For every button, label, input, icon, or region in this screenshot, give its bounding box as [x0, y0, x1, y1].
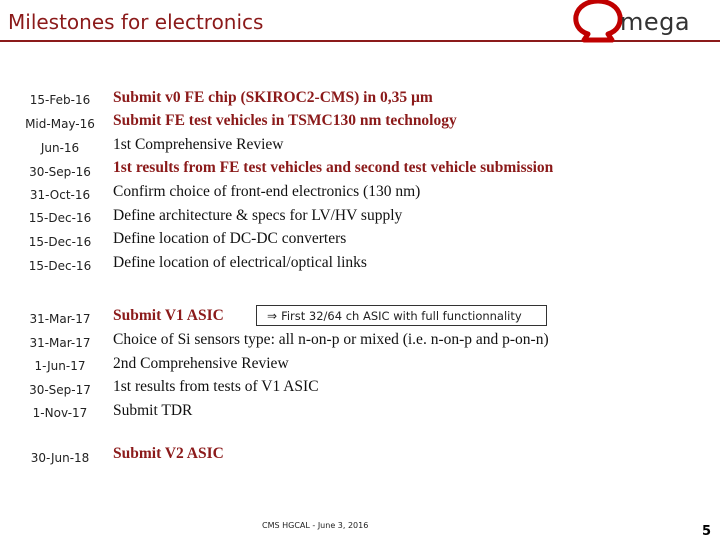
milestone-text: Choice of Si sensors type: all n-on-p or mixed (i.e. n-on-p and p-on-n)	[113, 331, 549, 348]
milestone-text: 1st results from FE test vehicles and second test vehicle submission	[113, 159, 554, 176]
milestone-text: Submit TDR	[113, 402, 193, 419]
milestone-text: Confirm choice of front-end electronics (130 nm)	[113, 183, 421, 200]
asic-callout	[256, 305, 547, 326]
milestone-date: 30-Sep-17	[29, 383, 91, 397]
milestone-date: 15-Feb-16	[29, 93, 91, 107]
milestone-date: 31-Mar-17	[29, 312, 91, 326]
milestone-date: 31-Oct-16	[29, 188, 91, 202]
milestone-date: 1-Nov-17	[32, 406, 88, 420]
implies-arrow-icon: ⇒	[267, 308, 278, 323]
milestone-date: 15-Dec-16	[28, 235, 92, 249]
page-title: Milestones for electronics	[8, 10, 264, 34]
milestone-date: 31-Mar-17	[29, 336, 91, 350]
milestone-text: 2nd Comprehensive Review	[113, 355, 289, 372]
callout-text: First 32/64 ch ASIC with full functionnality	[281, 308, 522, 323]
milestone-date: 15-Dec-16	[28, 259, 92, 273]
footer-text: CMS HGCAL - June 3, 2016	[262, 521, 369, 530]
milestone-text: Submit v0 FE chip (SKIROC2-CMS) in 0,35 µm	[113, 89, 433, 106]
omega-logo-text: mega	[620, 8, 691, 36]
milestone-text: Define location of DC-DC converters	[113, 230, 347, 247]
milestone-date: 30-Jun-18	[30, 451, 90, 465]
milestone-text: Define architecture & specs for LV/HV supply	[113, 207, 403, 224]
milestone-date: Mid-May-16	[25, 117, 95, 131]
milestone-date: 1-Jun-17	[34, 359, 86, 373]
milestone-date: Jun-16	[40, 141, 80, 155]
milestone-text: Submit FE test vehicles in TSMC130 nm technology	[113, 112, 457, 129]
omega-logo-mark	[576, 1, 620, 40]
milestone-date: 30-Sep-16	[29, 165, 91, 179]
milestone-text: Submit V2 ASIC	[113, 445, 224, 462]
milestone-date: 15-Dec-16	[28, 211, 92, 225]
page-number: 5	[702, 524, 712, 539]
milestone-text: 1st results from tests of V1 ASIC	[113, 378, 319, 395]
milestone-text: 1st Comprehensive Review	[113, 136, 284, 153]
milestone-text: Submit V1 ASIC	[113, 307, 224, 324]
milestone-text: Define location of electrical/optical links	[113, 254, 367, 271]
